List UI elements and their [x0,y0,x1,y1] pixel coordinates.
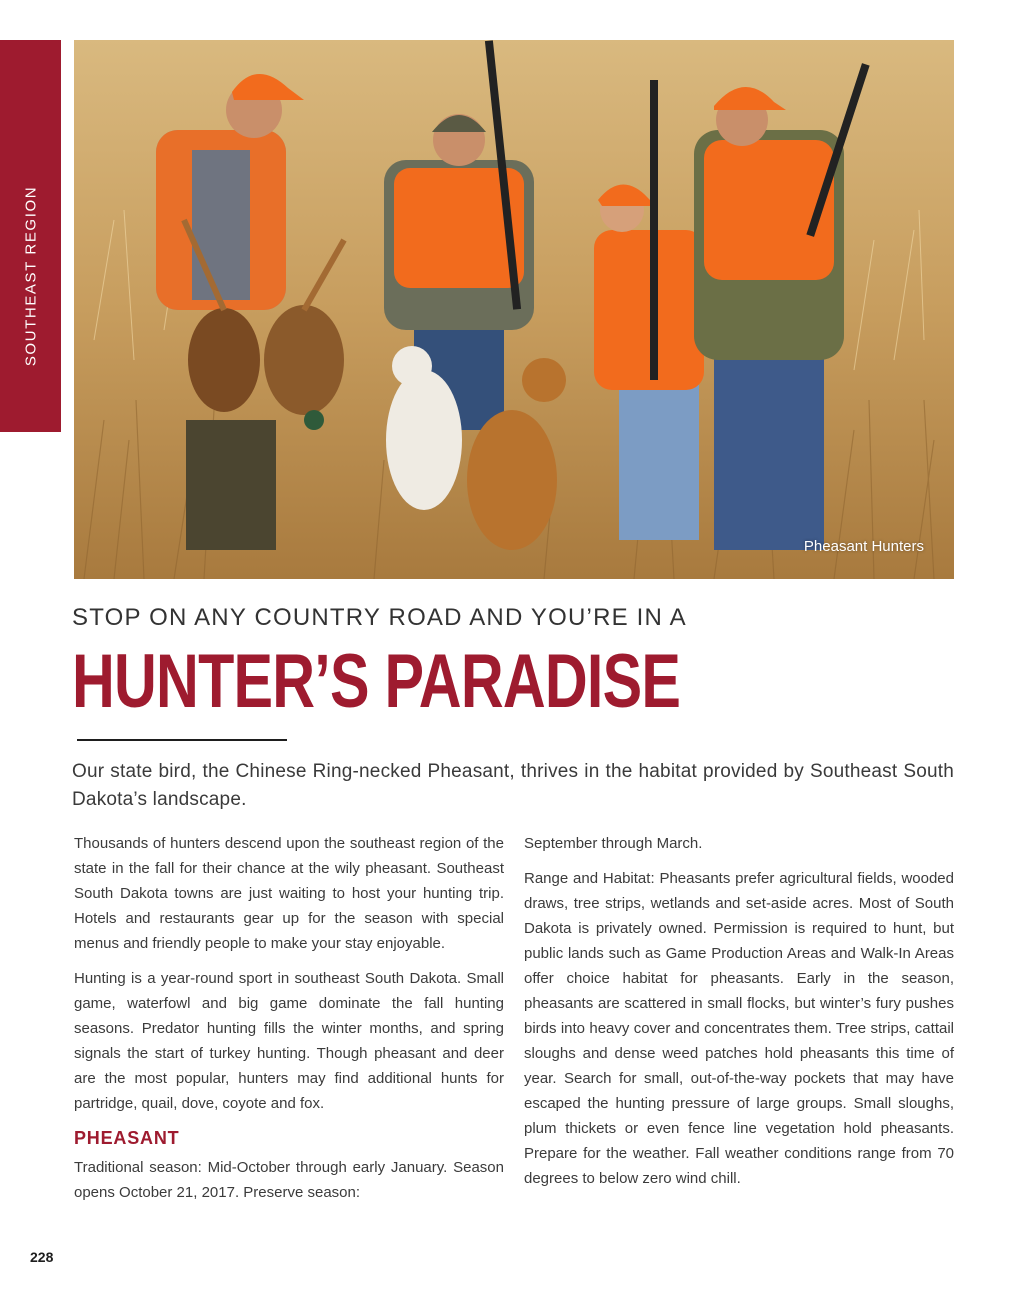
left-column [74,831,504,1215]
body-paragraph: Range and Habitat: Pheasants prefer agricultural fields, wooded draws, tree strips, wetlands and set-aside acres. Most of South Dakota is privately owned. Permission is required to hunt, but public lands such as Game Production Areas and Walk-In Areas offer choice habitat for pheasants. Early in the season, pheasants are scattered in small flocks, but winter’s fury pushes birds into heavy cover and concentrates them. Tree strips, cattail sloughs and dense weed patches hold pheasants this time of year. Search for small, out-of-the-way pockets that may have escaped the hunting pressure of large groups. Small sloughs, plum thickets or even fence line vegetation hold pheasants. Prepare for the weather. Fall weather conditions range from 70 degrees to below zero wind chill. [524,870,954,1187]
body-paragraph: Traditional season: Mid-October through early January. Season opens October 21, 2017. Preserve season: [74,1159,504,1201]
body-paragraph: Hunting is a year-round sport in southeast South Dakota. Small game, waterfowl and big game dominate the fall hunting seasons. Predator hunting fills the winter months, and spring signals the start of turkey hunting. Though pheasant and deer are the most popular, hunters may find additional hunts for partridge, quail, dove, coyote and fox. [74,970,504,1112]
body-paragraph: September through March. [524,835,703,852]
region-tab-label: SOUTHEAST REGION [22,185,39,367]
headline-divider [77,739,287,741]
headline-title: HUNTER’S PARADISE [72,639,681,724]
intro-paragraph: Our state bird, the Chinese Ring-necked Pheasant, thrives in the habitat provided by Southeast South Dakota’s landscape. [72,761,954,810]
hero-photo [74,40,954,579]
right-column [524,831,954,1201]
region-tab [0,40,61,432]
headline-kicker: STOP ON ANY COUNTRY ROAD AND YOU’RE IN A [72,604,687,631]
body-paragraph: Thousands of hunters descend upon the southeast region of the state in the fall for their chance at the wily pheasant. Southeast South Dakota towns are just waiting to host your hunting trip. Hotels and restaurants gear up for the season with special menus and friendly people to make your stay enjoyable. [74,835,504,952]
hunters-illustration [74,40,954,579]
section-heading-pheasant: PHEASANT [74,1128,180,1148]
photo-caption: Pheasant Hunters [803,538,924,555]
page-number: 228 [30,1249,54,1265]
